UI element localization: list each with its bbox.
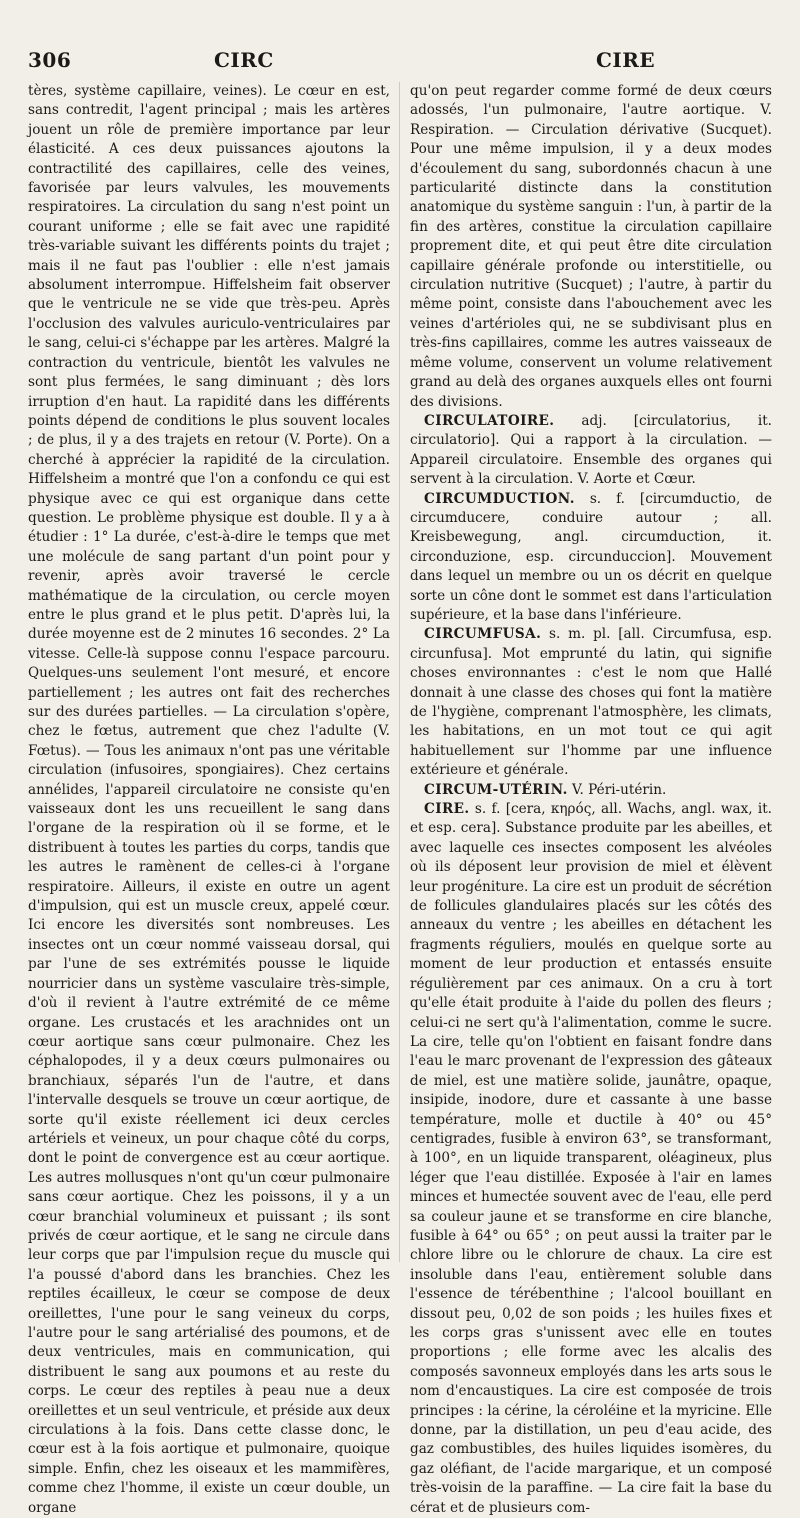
entry-headword: CIRCULATOIRE. <box>424 412 555 429</box>
entry-text: V. Péri-utérin. <box>572 781 667 798</box>
entry-headword: CIRCUMDUCTION. <box>424 490 575 507</box>
left-column <box>28 82 390 1518</box>
left-running-head: CIRC <box>214 48 274 72</box>
right-column <box>410 82 772 1518</box>
entry-headword: CIRE. <box>424 801 470 818</box>
entry-text: adj. [circulatorius, it. circulatorio]. Qui a rapport à la circulation. — Appareil circulatoire. Ensemble des organes qui servent à la circulation. V. Aorte et Cœur. <box>410 412 772 488</box>
page-header <box>28 48 782 82</box>
entry-text: tères, système capillaire, veines). Le cœur en est, sans contredit, l'agent principal ; mais les artères jouent un rôle de première importance par leur élasticité. A ces deux puissances ajoutons la contractilité des capillaires, celle des veines, favorisée par leurs valvules, les mouvements respiratoires. La circulation du sang n'est point un courant uniforme ; elle se fait avec une rapidité très-variable suivant les différents points du trajet ; mais il ne faut pas l'oublier : elle n'est jamais absolument interrompue. Hiffelsheim fait observer que le ventricule ne se vide que très-peu. Après l'occlusion des valvules auriculo-ventriculaires par le sang, celui-ci s'échappe par les artères. Malgré la contraction du ventricule, bientôt les valvules ne sont plus fermées, le sang diminuant ; dès lors irruption d'en haut. La rapidité dans les différents points dépend de conditions le plus souvent locales ; de plus, il y a des trajets en retour (V. Porte). On a cherché à apprécier la rapidité de la circulation. Hiffelsheim a montré que l'on a confondu ce qui est physique avec ce qui est organique dans cette question. Le problème physique est double. Il y a à étudier : 1° La durée, c'est-à-dire le temps que met une molécule de sang partant d'un point pour y revenir, après avoir traversé le cercle mathématique de la circulation, ou cercle moyen entre le plus grand et le plus petit. D'après lui, la durée moyenne est de 2 minutes 16 secondes. 2° La vitesse. Celle-là suppose connu l'espace parcouru. Quelques-uns seulement l'ont mesuré, et encore partiellement ; les autres ont fait des recherches sur des durées partielles. — La circulation s'opère, chez le fœtus, autrement que chez l'adulte (V. Fœtus). — Tous les animaux n'ont pas une véritable circulation (infusoires, spongiaires). Chez certains annélides, l'appareil circulatoire ne consiste qu'en vaisseaux dont les uns recueillent le sang dans l'organe de la respiration où il se forme, et le distribuent à toutes les parties du corps, tandis que les autres le ramènent de celles-ci à l'organe respiratoire. Ailleurs, il existe en outre un agent d'impulsion, qui est un muscle creux, appelé cœur. Ici encore les diversités sont nombreuses. Les insectes ont un cœur nommé vaisseau dorsal, qui par l'une de ses extrémités pousse le liquide nourricier dans un système vasculaire très-simple, d'où il revient à l'autre extrémité de ce même organe. Les crustacés et les arachnides ont un cœur aortique sans cœur pulmonaire. Chez les céphalopodes, il y a deux cœurs pulmonaires ou branchiaux, séparés l'un de l'autre, et dans l'intervalle desquels se trouve un cœur aortique, de sorte qu'il existe réellement ici deux cercles artériels et veineux, un pour chaque côté du corps, dont le point de convergence est au cœur aortique. Les autres mollusques n'ont qu'un cœur pulmonaire sans cœur aortique. Chez les poissons, il y a un cœur branchial volumineux et puissant ; ils sont privés de cœur aortique, et le sang ne circule dans leur corps que par l'impulsion reçue du muscle qui l'a poussé d'abord dans les branchies. Chez les reptiles écailleux, le cœur se compose de deux oreillettes, l'une pour le sang veineux du corps, l'autre pour le sang artérialisé des poumons, et de deux ventricules, mais en communication, qui distribuent le sang aux poumons et au reste du corps. Le cœur des reptiles à peau nue a deux oreillettes et un seul ventricule, et préside aux deux circulations à la fois. Dans cette classe donc, le cœur est à la fois aortique et pulmonaire, quoique simple. Enfin, chez les oiseaux et les mammifères, comme chez l'homme, il existe un cœur double, un organe <box>28 83 390 1516</box>
dictionary-entry <box>410 412 772 490</box>
entry-headword: CIRCUM-UTÉRIN. <box>424 781 568 798</box>
page-number: 306 <box>28 48 72 72</box>
dictionary-entry <box>410 781 772 800</box>
dictionary-entry <box>410 625 772 780</box>
entry-text: qu'on peut regarder comme formé de deux cœurs adossés, l'un pulmonaire, l'autre aortique. V. Respiration. — Circulation dérivative (Sucquet). Pour une même impulsion, il y a deux modes d'écoulement du sang, subordonnés chacun à une particularité distincte dans la constitution anatomique du système sanguin : l'un, à partir de la fin des artères, constitue la circulation capillaire proprement dite, et qui peut être dite circulation capillaire générale profonde ou interstitielle, ou circulation nutritive (Sucquet) ; l'autre, à partir du même point, consiste dans l'abouchement avec les veines d'artérioles qui, ne se subdivisant plus en très-fins capillaires, comme les autres vaisseaux de même volume, conservent un volume relativement grand au delà des organes auxquels elles ont fourni des divisions. <box>410 83 772 410</box>
entry-text: s. m. pl. [all. Circumfusa, esp. circunfusa]. Mot emprunté du latin, qui signifie choses environnantes : c'est le nom que Hallé donnait à une classe des choses qui font la matière de l'hygiène, comprenant l'atmosphère, les climats, les habitations, en un mot tout ce qui agit habituellement sur l'homme par une influence extérieure et générale. <box>410 626 772 779</box>
entry-text: s. f. [circumductio, de circumducere, conduire autour ; all. Kreisbewegung, angl. circumduction, it. circonduzione, esp. circunduccion]. Mouvement dans lequel un membre ou un os décrit en quelque sorte un cône dont le sommet est dans l'articulation supérieure, et la base dans l'inférieure. <box>410 490 772 623</box>
entry-text: s. f. [cera, κηρός, all. Wachs, angl. wax, it. et esp. cera]. Substance produite par les abeilles, et avec laquelle ces insectes composent les alvéoles où ils déposent leur provision de miel et élèvent leur progéniture. La cire est un produit de sécrétion de follicules glandulaires placés sur les côtés des anneaux du ventre ; les abeilles en détachent les fragments réguliers, moulés en quelque sorte au moment de leur production et entassés ensuite régulièrement par ces animaux. On a cru à tort qu'elle était produite à l'aide du pollen des fleurs ; celui-ci ne sert qu'à l'alimentation, comme le sucre. La cire, telle qu'on l'obtient en faisant fondre dans l'eau le marc provenant de l'expression des gâteaux de miel, est une matière solide, jaunâtre, opaque, insipide, inodore, dure et cassante à une basse température, molle et ductile à 40° ou 45° centigrades, fusible à environ 63°, se transformant, à 100°, en un liquide transparent, oléagineux, plus léger que l'eau distillée. Exposée à l'air en lames minces et humectée souvent avec de l'eau, elle perd sa couleur jaune et se transforme en cire blanche, fusible à 64° ou 65° ; on peut aussi la traiter par le chlore libre ou le chlorure de chaux. La cire est insoluble dans l'eau, entièrement soluble dans l'essence de térébenthine ; l'alcool bouillant en dissout peu, 0,02 de son poids ; les huiles fixes et les corps gras s'unissent avec elle en toutes proportions ; elle forme avec les alcalis des composés savonneux employés dans les arts sous le nom d'encaustiques. La cire est composée de trois principes : la cérine, la céroléine et la myricine. Elle donne, par la distillation, un peu d'eau acide, des gaz combustibles, des huiles liquides isomères, du gaz oléfiant, de l'acide margarique, et un composé très-voisin de la paraffine. — La cire fait la base du cérat et de plusieurs com- <box>410 801 773 1516</box>
dictionary-entry <box>410 800 772 1518</box>
right-running-head: CIRE <box>596 48 656 72</box>
entry-headword: CIRCUMFUSA. <box>424 626 542 643</box>
column-divider <box>399 82 400 1262</box>
dictionary-entry <box>410 490 772 626</box>
